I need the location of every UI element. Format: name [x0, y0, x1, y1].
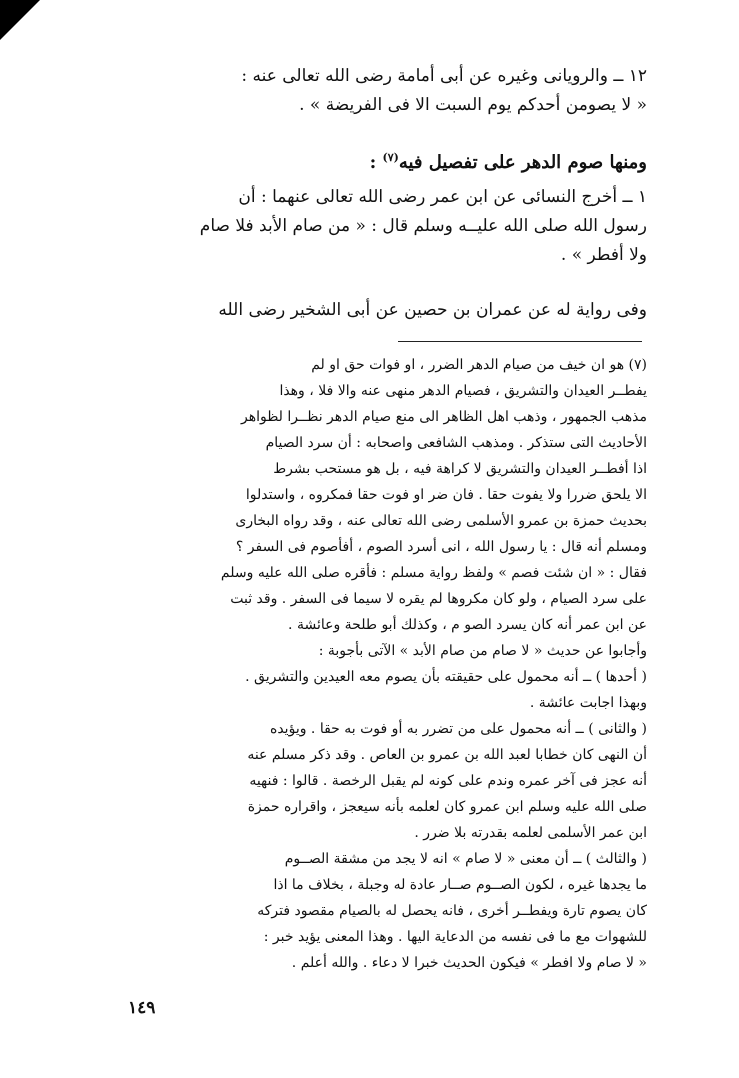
section-heading	[97, 143, 647, 178]
footnote-line: ( أحدها ) ــ أنه محمول على حقيقته بأن يصوم معه العيدين والتشريق .	[245, 669, 647, 685]
footnote-line: اذا أفطــر العيدان والتشريق لا كراهة فيه ، بل هو مستحب بشرط	[273, 461, 647, 477]
footnote-line: وبهذا اجابت عائشة .	[529, 695, 647, 711]
footnote-line: « لا صام ولا افطر » فيكون الحديث خبرا لا دعاء . والله أعلم .	[291, 955, 647, 971]
riwaya-line	[97, 296, 647, 325]
footnote-line: على سرد الصيام ، ولو كان مكروها لم يقره لا سيما فى السفر . وقد ثبت	[230, 591, 647, 607]
footnote-line: يفطــر العيدان والتشريق ، فصيام الدهر منهى عنه والا فلا ، وهذا	[279, 383, 647, 399]
footnote-line: للشهوات مع ما فى نفسه من الدعاية اليها . وهذا المعنى يؤيد خبر :	[263, 929, 647, 945]
hadith-12	[97, 62, 647, 120]
heading-text: ومنها صوم الدهر على تفصيل فيه	[398, 152, 647, 173]
footnote-line: (٧) هو ان خيف من صيام الدهر الضرر ، او فوات حق او لم	[311, 357, 647, 373]
footnote-line: كان يصوم تارة ويفطــر أخرى ، فانه يحصل له بالصيام مقصود فتركه	[257, 903, 647, 919]
footnote-line: ( والثالث ) ــ أن معنى « لا صام » انه لا يجد من مشقة الصــوم	[284, 851, 647, 867]
footnote-line: الأحاديث التى ستذكر . ومذهب الشافعى واصحابه : أن سرد الصيام	[265, 435, 647, 451]
text-line: رسول الله صلى الله عليــه وسلم قال : « من صام الأبد فلا صام	[199, 216, 647, 236]
footnote-line: ما يجدها غيره ، لكون الصــوم صــار عادة له وجبلة ، بخلاف ما اذا	[273, 877, 647, 893]
footnote-line: مذهب الجمهور ، وذهب اهل الظاهر الى منع صيام الدهر نظــرا لظواهر	[240, 409, 647, 425]
page-number: ١٤٩	[128, 998, 156, 1018]
footnote-line: الا يلحق ضررا ولا يفوت حقا . فان ضر او فوت حقا فمكروه ، واستدلوا	[245, 487, 647, 503]
text-line: ١٢ ــ والرويانى وغيره عن أبى أمامة رضى الله تعالى عنه :	[241, 66, 647, 86]
footnote-line: وأجابوا عن حديث « لا صام من صام الأبد » الآتى بأجوبة :	[318, 643, 647, 659]
footnote-divider	[398, 341, 642, 342]
corner-mark	[0, 0, 40, 40]
footnote-line: ومسلم أنه قال : يا رسول الله ، انى أسرد الصوم ، أفأصوم فى السفر ؟	[235, 539, 647, 555]
text-line: ولا أفطر » .	[560, 245, 647, 265]
footnote-line: صلى الله عليه وسلم ابن عمرو كان لعلمه بأنه سيعجز ، واقراره حمزة	[247, 799, 647, 815]
footnote-line: أنه عجز فى آخر عمره وندم على كونه لم يقبل الرخصة . قالوا : فنهيه	[249, 773, 647, 789]
footnote-line: فقال : « ان شئت فصم » ولفظ رواية مسلم : فأقره صلى الله عليه وسلم	[220, 565, 647, 581]
text-line: ١ ــ أخرج النسائى عن ابن عمر رضى الله تعالى عنهما : أن	[238, 187, 647, 207]
hadith-1	[97, 183, 647, 270]
heading-colon: :	[369, 152, 383, 173]
footnote-reference: (٧)	[382, 151, 399, 164]
footnote-line: ابن عمر الأسلمى لعلمه بقدرته بلا ضرر .	[414, 825, 647, 841]
footnote-line: أن النهى كان خطابا لعبد الله بن عمرو بن العاص . وقد ذكر مسلم عنه	[247, 747, 647, 763]
footnote-line: عن ابن عمر أنه كان يسرد الصو م ، وكذلك أبو طلحة وعائشة .	[288, 617, 647, 633]
text-line: « لا يصومن أحدكم يوم السبت الا فى الفريضة » .	[299, 95, 647, 115]
footnote-line: بحديث حمزة بن عمرو الأسلمى رضى الله تعالى عنه ، وقد رواه البخارى	[235, 513, 647, 529]
footnote-7	[97, 352, 647, 976]
text-line: وفى رواية له عن عمران بن حصين عن أبى الشخير رضى الله	[218, 300, 647, 320]
footnote-line: ( والثانى ) ــ أنه محمول على من تضرر به أو فوت به حقا . ويؤيده	[270, 721, 647, 737]
